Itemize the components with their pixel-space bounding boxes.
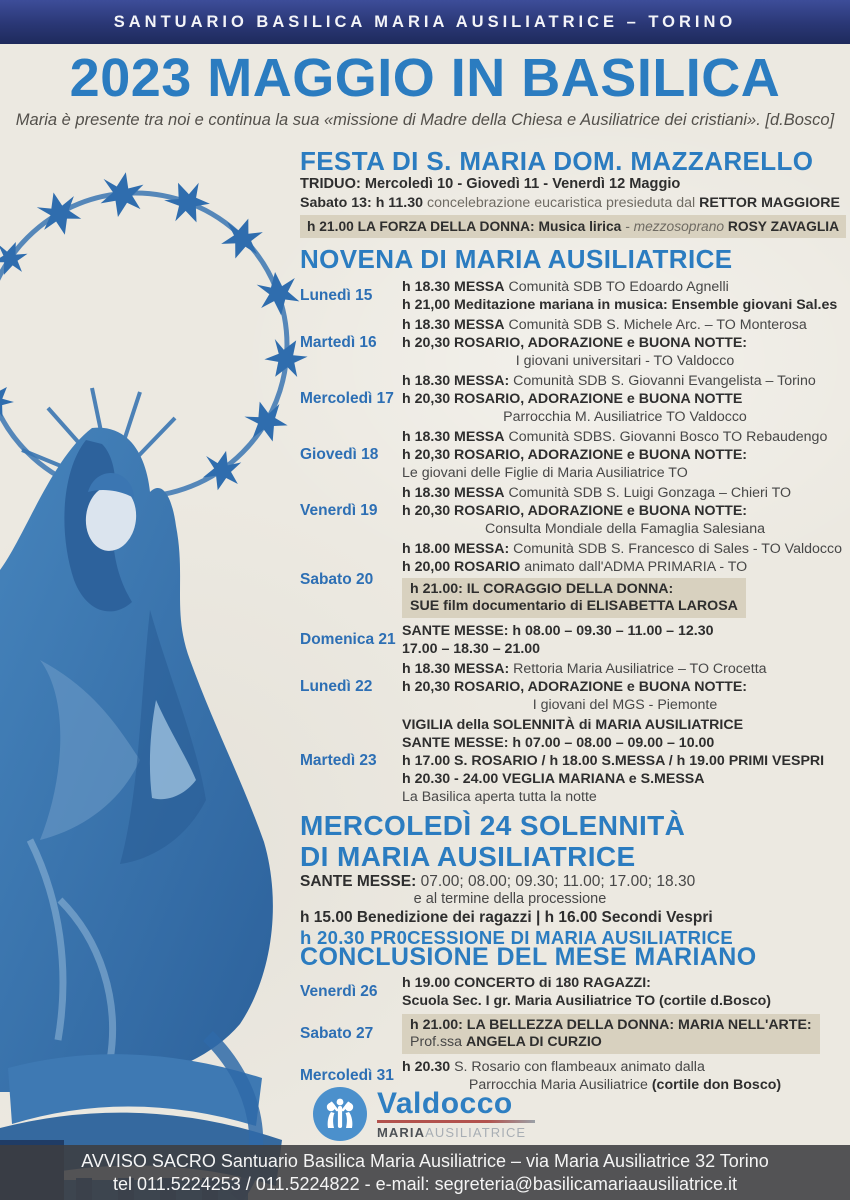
day-lines bbox=[402, 278, 848, 314]
highlight-box bbox=[402, 1014, 820, 1054]
day-label: Mercoledì 17 bbox=[300, 390, 394, 407]
stars-crown-icon bbox=[0, 169, 313, 497]
valdocco-logo-icon bbox=[312, 1086, 368, 1142]
day-label: Sabato 20 bbox=[300, 571, 374, 588]
valdocco-logo bbox=[312, 1086, 535, 1142]
solennita-procession: h 20.30 PR0CESSIONE DI MARIA AUSILIATRICE bbox=[300, 927, 734, 948]
day-lines bbox=[402, 622, 848, 658]
event-line: h 18.30 MESSA Comunità SDB TO Edoardo Agnelli bbox=[402, 279, 729, 295]
event-line: h 17.00 S. ROSARIO / h 18.00 S.MESSA / h 19.00 PRIMI VESPRI bbox=[402, 753, 825, 769]
solennita-masses: SANTE MESSE: 07.00; 08.00; 09.30; 11.00; 17.00; 18.30 bbox=[300, 873, 696, 890]
day-lines bbox=[402, 484, 848, 538]
event-line: h 21,00 Meditazione mariana in musica: Ensemble giovani Sal.es bbox=[402, 297, 838, 313]
event-line: 17.00 – 18.30 – 21.00 bbox=[402, 641, 541, 657]
madonna-figure bbox=[0, 428, 273, 1092]
day-label: Lunedì 22 bbox=[300, 678, 373, 695]
event-line: h 21.00: LA BELLEZZA DELLA DONNA: MARIA NELL'ARTE: bbox=[410, 1017, 812, 1033]
event-line: h 18.30 MESSA Comunità SDB S. Luigi Gonzaga – Chieri TO bbox=[402, 485, 792, 501]
day-row bbox=[300, 974, 848, 1010]
day-row bbox=[300, 484, 848, 538]
day-label: Domenica 21 bbox=[300, 631, 396, 648]
event-line: h 18.30 MESSA Comunità SDBS. Giovanni Bosco TO Rebaudengo bbox=[402, 429, 828, 445]
event-line: La Basilica aperta tutta la notte bbox=[402, 789, 597, 805]
day-lines bbox=[402, 428, 848, 482]
footer-bar bbox=[0, 1145, 850, 1200]
day-row bbox=[300, 316, 848, 370]
event-line: h 18.30 MESSA: Comunità SDB S. Giovanni Evangelista – Torino bbox=[402, 373, 816, 389]
day-lines bbox=[402, 1012, 848, 1056]
event-line: SUE film documentario di ELISABETTA LAROSA bbox=[410, 598, 738, 614]
event-line: I giovani universitari - TO Valdocco bbox=[515, 353, 735, 369]
day-row bbox=[300, 278, 848, 314]
event-line: h 20.30 S. Rosario con flambeaux animato dalla bbox=[402, 1059, 705, 1075]
day-row bbox=[300, 716, 848, 806]
footer-line1: AVVISO SACRO Santuario Basilica Maria Ausiliatrice – via Maria Ausiliatrice 32 Torino bbox=[81, 1151, 769, 1171]
day-lines bbox=[402, 974, 848, 1010]
subtitle: Maria è presente tra noi e continua la sua «missione di Madre della Chiesa e Ausiliatrice dei cristiani». [d.Bosco] bbox=[15, 111, 835, 129]
logo-subtitle-light: AUSILIATRICE bbox=[425, 1124, 527, 1140]
event-line: h 20,30 ROSARIO, ADORAZIONE e BUONA NOTTE: bbox=[402, 679, 748, 695]
event-line: h 18.00 MESSA: Comunità SDB S. Francesco di Sales - TO Valdocco bbox=[402, 541, 842, 557]
solennita-heading-line2: DI MARIA AUSILIATRICE bbox=[300, 841, 636, 872]
event-line: h 20,00 ROSARIO animato dall'ADMA PRIMARIA - TO bbox=[402, 559, 748, 575]
day-row bbox=[300, 622, 848, 658]
day-label: Martedì 16 bbox=[300, 334, 377, 351]
conclusione-heading: CONCLUSIONE DEL MESE MARIANO bbox=[300, 943, 757, 971]
day-lines bbox=[402, 316, 848, 370]
day-lines bbox=[402, 372, 848, 426]
event-line: h 20,30 ROSARIO, ADORAZIONE e BUONA NOTTE bbox=[402, 391, 743, 407]
day-label: Venerdì 19 bbox=[300, 502, 378, 519]
event-line: VIGILIA della SOLENNITÀ di MARIA AUSILIATRICE bbox=[402, 717, 744, 733]
day-label: Lunedì 15 bbox=[300, 287, 373, 304]
logo-subtitle-bold: MARIA bbox=[377, 1124, 426, 1140]
event-line: SANTE MESSE: h 08.00 – 09.30 – 11.00 – 12.30 bbox=[402, 623, 714, 639]
festa-line-triduo: TRIDUO: Mercoledì 10 - Giovedì 11 - Venerdì 12 Maggio bbox=[300, 176, 681, 192]
event-line: SANTE MESSE: h 07.00 – 08.00 – 09.00 – 10.00 bbox=[402, 735, 715, 751]
novena-heading: NOVENA DI MARIA AUSILIATRICE bbox=[300, 244, 733, 274]
event-line: Parrocchia Maria Ausiliatrice (cortile don Bosco) bbox=[468, 1077, 782, 1093]
day-label: Martedì 23 bbox=[300, 752, 377, 769]
top-banner bbox=[0, 0, 850, 44]
event-line: h 20,30 ROSARIO, ADORAZIONE e BUONA NOTTE: bbox=[402, 335, 748, 351]
solennita-vespri: h 15.00 Benedizione dei ragazzi | h 16.00 Secondi Vespri bbox=[300, 909, 713, 926]
logo-underline bbox=[377, 1120, 535, 1123]
day-lines bbox=[402, 716, 848, 806]
festa-line-sabato13: Sabato 13: h 11.30 concelebrazione eucaristica presieduta dal RETTOR MAGGIORE bbox=[300, 195, 840, 211]
logo-subtitle bbox=[377, 1125, 535, 1140]
event-line: Consulta Mondiale della Famaglia Salesiana bbox=[485, 521, 765, 537]
section-festa bbox=[300, 147, 848, 238]
event-line: h 18.30 MESSA: Rettoria Maria Ausiliatrice – TO Crocetta bbox=[402, 661, 767, 677]
statue-illustration bbox=[0, 140, 320, 1200]
solennita-heading-line1: MERCOLEDÌ 24 SOLENNITÀ bbox=[300, 810, 686, 841]
footer-line2: tel 011.5224253 / 011.5224822 - e-mail: segreteria@basilicamariaausiliatrice.it bbox=[113, 1174, 737, 1194]
highlight-box bbox=[402, 578, 746, 618]
event-line: h 19.00 CONCERTO di 180 RAGAZZI: bbox=[402, 975, 651, 991]
day-row bbox=[300, 660, 848, 714]
festa-highlight: h 21.00 LA FORZA DELLA DONNA: Musica lirica - mezzosoprano ROSY ZAVAGLIA bbox=[300, 215, 846, 238]
day-row bbox=[300, 372, 848, 426]
event-line: Scuola Sec. I gr. Maria Ausiliatrice TO (cortile d.Bosco) bbox=[402, 993, 771, 1009]
day-lines bbox=[402, 660, 848, 714]
festa-heading: FESTA DI S. MARIA DOM. MAZZARELLO bbox=[300, 146, 814, 176]
solennita-procession-note: e al termine della processione bbox=[413, 891, 607, 907]
day-row bbox=[300, 428, 848, 482]
event-line: h 20.30 - 24.00 VEGLIA MARIANA e S.MESSA bbox=[402, 771, 705, 787]
day-label: Venerdì 26 bbox=[300, 983, 378, 1000]
day-lines bbox=[402, 540, 848, 620]
conclusione-days bbox=[300, 974, 848, 1094]
novena-days bbox=[300, 278, 848, 806]
event-line: h 18.30 MESSA Comunità SDB S. Michele Arc. – TO Monterosa bbox=[402, 317, 807, 333]
event-line: h 20,30 ROSARIO, ADORAZIONE e BUONA NOTTE: bbox=[402, 503, 748, 519]
event-line: Prof.ssa ANGELA DI CURZIO bbox=[410, 1034, 602, 1050]
section-novena bbox=[300, 245, 848, 808]
main-title: 2023 MAGGIO IN BASILICA bbox=[69, 48, 781, 108]
day-label: Sabato 27 bbox=[300, 1025, 374, 1042]
day-label: Mercoledì 31 bbox=[300, 1067, 394, 1084]
event-line: h 20,30 ROSARIO, ADORAZIONE e BUONA NOTTE: bbox=[402, 447, 748, 463]
event-line: Parrocchia M. Ausiliatrice TO Valdocco bbox=[503, 409, 747, 425]
event-line: I giovani del MGS - Piemonte bbox=[532, 697, 718, 713]
banner-text: SANTUARIO BASILICA MARIA AUSILIATRICE – TORINO bbox=[113, 12, 737, 31]
logo-wordmark: Valdocco bbox=[377, 1086, 513, 1120]
event-line: Le giovani delle Figlie di Maria Ausiliatrice TO bbox=[402, 465, 688, 481]
section-conclusione bbox=[300, 944, 848, 1096]
event-line: h 21.00: IL CORAGGIO DELLA DONNA: bbox=[410, 581, 674, 597]
day-row bbox=[300, 540, 848, 620]
day-row bbox=[300, 1012, 848, 1056]
section-solennita bbox=[300, 810, 848, 949]
day-label: Giovedì 18 bbox=[300, 446, 379, 463]
